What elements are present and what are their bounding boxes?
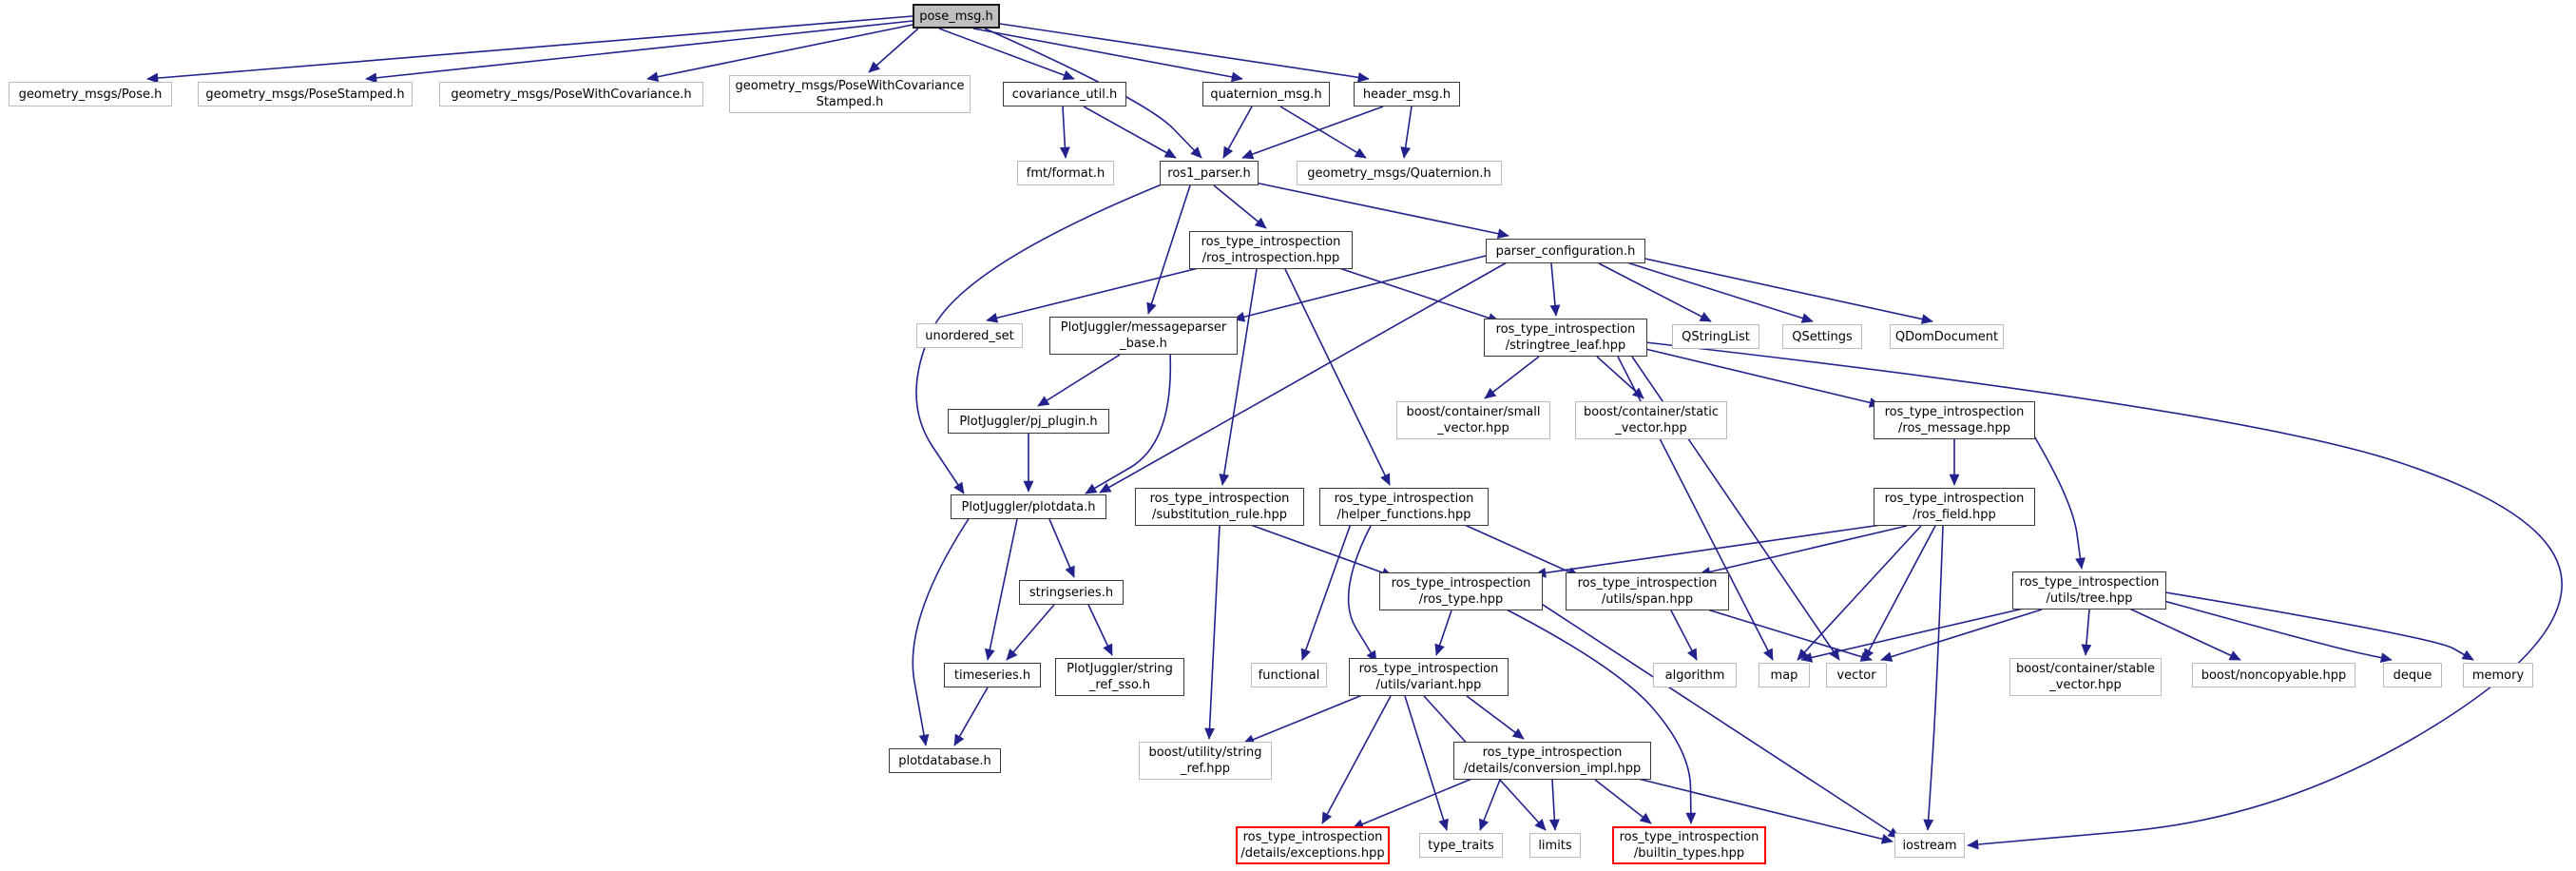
node-label-line: pose_msg.h xyxy=(919,9,993,24)
edge-span-vector xyxy=(1704,609,1872,660)
node-label-line: ros1_parser.h xyxy=(1167,165,1251,181)
node-label-line: iostream xyxy=(1902,838,1957,853)
node-label-line: ros_type_introspection xyxy=(1334,492,1474,506)
node-label-line: /substitution_rule.hpp xyxy=(1152,508,1287,522)
node-memory xyxy=(2463,663,2533,687)
edge-tree-map xyxy=(1801,608,2028,660)
node-label-line: timeseries.h xyxy=(953,668,1031,683)
node-posewithcov xyxy=(439,82,703,106)
edge-pose_msg-covariance_util xyxy=(939,29,1074,79)
edge-conversion_impl-limits xyxy=(1552,780,1555,830)
edge-covariance_util-fmt xyxy=(1063,106,1066,158)
edge-helper_functions-variant xyxy=(1349,526,1376,662)
node-label-line: geometry_msgs/Quaternion.h xyxy=(1307,165,1491,181)
edge-stringtree_leaf-ros_message xyxy=(1645,349,1880,405)
edge-timeseries-plotdatabase xyxy=(954,687,988,745)
edge-ros_introspection-unordered_set xyxy=(987,264,1214,320)
node-qstringlist xyxy=(1672,324,1759,349)
node-label-line: memory xyxy=(2471,668,2525,683)
edge-ros_field-ros_type xyxy=(1535,524,1888,574)
node-label-line: ros_type_introspection xyxy=(1884,405,2025,419)
node-stringseries[interactable] xyxy=(1019,580,1124,605)
node-vector xyxy=(1826,663,1887,687)
node-label-line: /stringtree_leaf.hpp xyxy=(1505,339,1626,353)
edge-helper_functions-span xyxy=(1456,521,1579,576)
node-label-line: ros_type_introspection xyxy=(1242,830,1383,844)
edge-variant-type_traits xyxy=(1405,696,1447,830)
node-map xyxy=(1759,663,1810,687)
node-label-line: PlotJuggler/string xyxy=(1067,662,1173,676)
edge-tree-stable_vector xyxy=(2086,610,2089,655)
edge-plotdata-stringseries xyxy=(1049,519,1074,577)
node-label-line: ros_type_introspection xyxy=(1619,830,1759,844)
node-timeseries[interactable] xyxy=(944,663,1041,687)
edge-ros_type-iostream xyxy=(1537,601,1899,838)
node-label-line: ros_type_introspection xyxy=(1495,322,1636,337)
node-limits xyxy=(1529,833,1581,858)
node-label-line: PlotJuggler/pj_plugin.h xyxy=(959,414,1098,429)
node-string_ref_sso[interactable] xyxy=(1055,658,1184,696)
node-label-line: ros_type_introspection xyxy=(2019,575,2160,590)
node-label-line: boost/container/small xyxy=(1406,405,1541,419)
node-ros_type[interactable] xyxy=(1379,572,1543,610)
node-label-line: boost/container/static xyxy=(1583,405,1720,419)
node-qdomdocument xyxy=(1890,324,2004,349)
edge-stringseries-string_ref_sso xyxy=(1088,605,1112,655)
node-substitution_rule[interactable] xyxy=(1135,488,1304,526)
edge-plotdata-timeseries xyxy=(988,519,1017,660)
edge-conversion_impl-exceptions xyxy=(1353,775,1481,828)
node-label-line: ros_type_introspection xyxy=(1358,662,1499,676)
node-label-line: deque xyxy=(2393,668,2432,683)
edge-ros1_parser-ros_introspection xyxy=(1214,185,1266,228)
node-label-line: plotdatabase.h xyxy=(898,753,991,768)
edge-ros_field-vector xyxy=(1864,526,1935,660)
node-label-line: fmt/format.h xyxy=(1026,165,1105,181)
edge-covariance_util-ros1_parser xyxy=(1084,106,1176,158)
node-label-line: ros_type_introspection xyxy=(1884,492,2025,506)
node-label-line: map xyxy=(1770,668,1798,683)
node-label-line: ros_type_introspection xyxy=(1391,576,1531,590)
node-label-line: /ros_type.hpp xyxy=(1418,592,1504,607)
node-stringtree_leaf[interactable] xyxy=(1484,319,1647,357)
node-label-line: ros_type_introspection xyxy=(1577,576,1718,590)
node-unordered_set xyxy=(916,323,1023,348)
edge-pose_msg-header_msg xyxy=(1000,24,1369,79)
node-label-line: _ref.hpp xyxy=(1180,762,1231,776)
edge-helper_functions-functional xyxy=(1302,521,1352,660)
node-builtin_types[interactable] xyxy=(1612,826,1766,864)
node-label-line: QSettings xyxy=(1792,329,1853,344)
edge-pose_msg-pwcs xyxy=(869,29,918,72)
node-string_ref xyxy=(1139,742,1272,780)
node-label-line: geometry_msgs/PoseWithCovariance xyxy=(735,79,965,93)
node-label-line: /helper_functions.hpp xyxy=(1336,508,1471,522)
edge-header_msg-quaternion_h xyxy=(1404,106,1412,158)
node-label-line: geometry_msgs/PoseStamped.h xyxy=(205,87,405,102)
edge-parser_configuration-qsettings xyxy=(1618,260,1813,321)
edge-plotdata-plotdatabase xyxy=(913,514,971,745)
edge-ros_introspection-substitution_rule xyxy=(1222,269,1257,485)
node-label-line: PlotJuggler/plotdata.h xyxy=(961,499,1096,514)
edge-tree-memory xyxy=(2165,592,2473,660)
node-label-line: _ref_sso.h xyxy=(1088,678,1151,692)
node-label-line: QDomDocument xyxy=(1894,329,1999,344)
node-ros_message[interactable] xyxy=(1874,401,2035,439)
node-parser_configuration[interactable] xyxy=(1486,239,1645,263)
node-label-line: boost/container/stable xyxy=(2015,662,2156,676)
edge-conversion_impl-type_traits xyxy=(1480,780,1500,830)
node-variant[interactable] xyxy=(1349,658,1509,696)
edge-pose_msg-posewithcov xyxy=(647,25,913,79)
edge-ros_introspection-helper_functions xyxy=(1285,269,1390,485)
node-label-line: /ros_introspection.hpp xyxy=(1201,251,1340,265)
node-static_vector xyxy=(1575,401,1727,439)
edge-substitution_rule-ros_type xyxy=(1248,524,1393,576)
edge-ros_introspection-stringtree_leaf xyxy=(1328,264,1499,321)
node-ros1_parser[interactable] xyxy=(1160,161,1259,185)
edge-ros1_parser-parser_configuration xyxy=(1255,183,1509,236)
node-algorithm xyxy=(1653,663,1737,687)
edge-variant-conversion_impl xyxy=(1467,696,1524,739)
edge-span-algorithm xyxy=(1671,610,1697,660)
node-tree[interactable] xyxy=(2012,571,2166,610)
edge-ros_type-variant xyxy=(1436,610,1451,655)
edge-tree-deque xyxy=(2161,600,2392,660)
node-header_msg[interactable] xyxy=(1354,82,1460,106)
node-pose xyxy=(9,82,172,106)
edge-ros_field-map xyxy=(1797,526,1921,660)
node-label-line: _vector.hpp xyxy=(1437,421,1509,436)
edge-variant-exceptions xyxy=(1322,696,1391,823)
edge-parser_configuration-plotdata xyxy=(1100,261,1509,493)
node-conversion_impl[interactable] xyxy=(1453,742,1651,780)
node-label-line: /builtin_types.hpp xyxy=(1633,846,1745,861)
node-type_traits xyxy=(1419,833,1503,858)
node-pj_plugin[interactable] xyxy=(948,409,1109,434)
node-functional xyxy=(1251,663,1327,687)
node-label-line: parser_configuration.h xyxy=(1495,243,1636,259)
node-label-line: functional xyxy=(1258,668,1320,683)
node-quaternion_h xyxy=(1297,161,1502,185)
edge-parser_configuration-stringtree_leaf xyxy=(1551,263,1556,316)
node-label-line: limits xyxy=(1538,838,1572,853)
edge-ros1_parser-messageparser xyxy=(1148,185,1190,314)
node-label-line: /details/exceptions.hpp xyxy=(1240,846,1385,861)
node-label-line: /ros_field.hpp xyxy=(1913,508,1996,522)
node-qsettings xyxy=(1782,324,1862,349)
node-label-line: /ros_message.hpp xyxy=(1898,421,2010,436)
edge-pose_msg-posestamped xyxy=(366,21,913,79)
node-plotdatabase[interactable] xyxy=(889,748,1001,773)
edge-conversion_impl-builtin_types xyxy=(1595,780,1651,823)
node-pwcs xyxy=(729,75,971,113)
node-ros_introspection[interactable] xyxy=(1189,231,1353,269)
node-label-line: QStringList xyxy=(1682,329,1750,344)
node-label-line: /details/conversion_impl.hpp xyxy=(1463,762,1642,776)
node-deque xyxy=(2383,663,2442,687)
node-label-line: _vector.hpp xyxy=(1615,421,1687,436)
node-label-line: Stamped.h xyxy=(816,95,884,109)
node-quaternion_msg[interactable] xyxy=(1202,82,1330,106)
node-label-line: /utils/tree.hpp xyxy=(2046,591,2133,606)
node-label-line: type_traits xyxy=(1428,838,1494,853)
node-label-line: quaternion_msg.h xyxy=(1210,87,1322,102)
node-label-line: _base.h xyxy=(1120,337,1167,351)
node-label-line: ros_type_introspection xyxy=(1482,745,1623,760)
node-label-line: unordered_set xyxy=(925,328,1014,343)
edge-header_msg-ros1_parser xyxy=(1242,106,1383,158)
node-label-line: stringseries.h xyxy=(1028,585,1114,600)
node-exceptions[interactable] xyxy=(1236,826,1390,864)
edge-tree-vector xyxy=(1881,610,2042,660)
node-label-line: header_msg.h xyxy=(1362,87,1451,102)
node-label-line: _vector.hpp xyxy=(2049,678,2122,692)
edge-ros_message-tree xyxy=(2030,430,2082,569)
node-covariance_util[interactable] xyxy=(1003,82,1126,106)
node-fmt xyxy=(1017,161,1114,185)
edge-tree-noncopyable xyxy=(2127,608,2240,660)
edge-stringtree_leaf-small_vector xyxy=(1485,357,1539,398)
node-label-line: vector xyxy=(1836,668,1876,683)
edge-quaternion_msg-quaternion_h xyxy=(1280,106,1366,158)
node-label-line: boost/noncopyable.hpp xyxy=(2201,668,2347,683)
node-helper_functions[interactable] xyxy=(1319,488,1489,526)
node-label-line: algorithm xyxy=(1664,668,1725,683)
node-label-line: /utils/variant.hpp xyxy=(1375,678,1482,692)
node-small_vector xyxy=(1396,401,1550,439)
edge-messageparser-pj_plugin xyxy=(1038,355,1120,406)
node-plotdata[interactable] xyxy=(951,494,1106,519)
node-posestamped xyxy=(198,82,413,106)
node-label-line: geometry_msgs/Pose.h xyxy=(18,87,163,102)
node-pose_msg xyxy=(913,4,1000,29)
edge-ros_field-iostream xyxy=(1928,526,1943,830)
node-noncopyable xyxy=(2192,663,2355,687)
node-messageparser[interactable] xyxy=(1049,317,1238,355)
node-label-line: ros_type_introspection xyxy=(1201,235,1341,249)
node-stable_vector xyxy=(2009,658,2162,696)
edge-ros_field-span xyxy=(1700,526,1907,574)
edge-stringseries-timeseries xyxy=(1007,605,1054,660)
node-iostream xyxy=(1894,833,1965,858)
node-label-line: PlotJuggler/messageparser xyxy=(1060,320,1227,335)
edge-quaternion_msg-ros1_parser xyxy=(1223,106,1252,158)
node-label-line: covariance_util.h xyxy=(1011,87,1118,102)
node-ros_field[interactable] xyxy=(1874,488,2035,526)
node-label-line: ros_type_introspection xyxy=(1149,492,1290,506)
edge-substitution_rule-string_ref xyxy=(1209,526,1220,739)
edge-variant-string_ref xyxy=(1243,691,1372,744)
node-label-line: boost/utility/string xyxy=(1148,745,1262,760)
node-label-line: geometry_msgs/PoseWithCovariance.h xyxy=(451,87,692,102)
node-label-line: /utils/span.hpp xyxy=(1601,592,1694,607)
node-span[interactable] xyxy=(1566,572,1729,610)
